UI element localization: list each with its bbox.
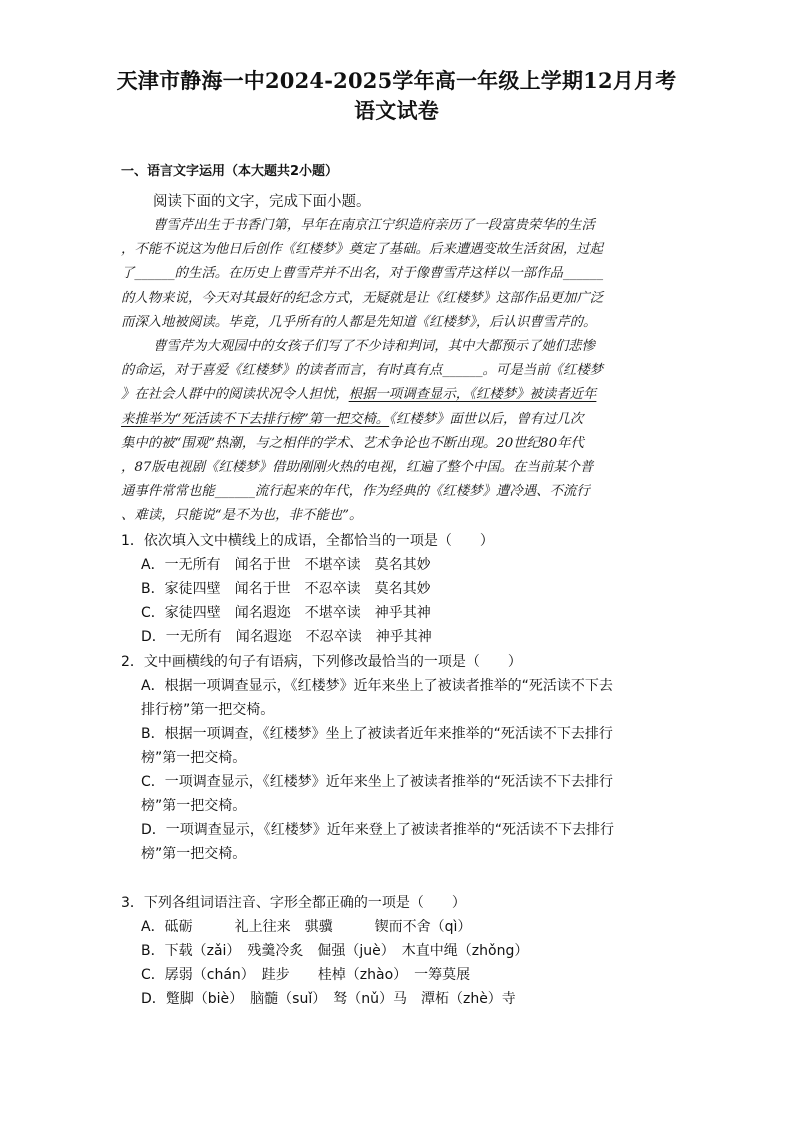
- passage-line: ，87版电视剧《红楼梦》借助刚刚火热的电视，红遍了整个中国。在当前某个普: [121, 460, 594, 476]
- passage-line: 曹雪芹出生于书香门第，早年在南京江宁织造府亲历了一段富贵荣华的生活: [153, 218, 595, 233]
- passage-line: [121, 383, 674, 407]
- passage-line: [121, 408, 674, 432]
- option-b[interactable]: B．家徒四壁 闻名于世 不忍卒读 莫名其妙: [141, 581, 431, 597]
- passage-paragraph-1: [121, 214, 674, 335]
- option-b[interactable]: B．下载（zǎi） 残羹冷炙 倔强（juè） 木直中绳（zhǒng）: [141, 943, 529, 959]
- passage-line: 曹雪芹为大观园中的女孩子们写了不少诗和判词，其中大都预示了她们悲惨: [153, 339, 595, 354]
- passage-text: 《红楼梦》面世以后，曾有过几次: [389, 411, 584, 427]
- passage-paragraph-2: [121, 335, 674, 529]
- option-line: 榜”第一把交椅。: [141, 750, 247, 766]
- question-stem: 1．依次填入文中横线上的成语，全都恰当的一项是（ ）: [121, 533, 494, 549]
- option-c[interactable]: [121, 770, 681, 818]
- option-line: 榜”第一把交椅。: [141, 798, 247, 814]
- underlined-sentence: 来推举为“死活读不下去排行榜”第一把交椅。: [121, 411, 390, 427]
- option-a[interactable]: A．砥砺 礼上往来 骐骥 锲而不舍（qì）: [141, 919, 472, 935]
- question-stem: 3．下列各组词语注音、字形全都正确的一项是（ ）: [121, 895, 466, 911]
- passage-line: 通事件常常也能______流行起来的年代，作为经典的《红楼梦》遭冷遇、不流行: [121, 484, 590, 500]
- option-line: A．根据一项调查显示，《红楼梦》近年来坐上了被读者推举的“死活读不下去: [141, 678, 613, 694]
- option-d[interactable]: D．一无所有 闻名遐迩 不忍卒读 神乎其神: [141, 629, 432, 645]
- option-line: 榜”第一把交椅。: [141, 846, 247, 862]
- option-a[interactable]: A．一无所有 闻名于世 不堪卒读 莫名其妙: [141, 557, 431, 573]
- passage-line: 而深入地被阅读。毕竟，几乎所有的人都是先知道《红楼梦》，后认识曹雪芹的。: [121, 314, 597, 330]
- option-b[interactable]: [121, 722, 681, 770]
- passage-text: 》在社会人群中的阅读状况令人担忧，: [121, 387, 349, 403]
- passage-line: 了______的生活。在历史上曹雪芹并不出名，对于像曹雪芹这样以一部作品______: [121, 266, 604, 282]
- option-a[interactable]: [121, 674, 681, 722]
- option-c[interactable]: C．家徒四壁 闻名遐迩 不堪卒读 神乎其神: [141, 605, 431, 621]
- question-2: [121, 650, 681, 866]
- question-1: [121, 529, 681, 649]
- option-c[interactable]: C．孱弱（chán） 跬步 桂棹（zhào） 一筹莫展: [141, 967, 471, 983]
- underlined-sentence: 根据一项调查显示，《红楼梦》被读者近年: [348, 387, 597, 403]
- option-line: D．一项调查显示，《红楼梦》近年来登上了被读者推举的“死活读不下去排行: [141, 822, 615, 838]
- option-d[interactable]: [121, 818, 681, 866]
- passage-line: 集中的被“围观”热潮，与之相伴的学术、艺术争论也不断出现。20世纪80年代: [121, 435, 584, 451]
- passage-line: 的人物来说，今天对其最好的纪念方式，无疑就是让《红楼梦》这部作品更加广泛: [121, 290, 604, 306]
- option-line: 排行榜”第一把交椅。: [141, 702, 275, 718]
- passage-line: 、难读，只能说“是不为也，非不能也”。: [121, 508, 363, 524]
- reading-instruction: 阅读下面的文字，完成下面小题。: [153, 194, 371, 210]
- question-3: [121, 891, 681, 1011]
- option-d[interactable]: D．蹩脚（biè） 脑髓（suǐ） 驽（nǔ）马 潭柘（zhè）寺: [141, 991, 516, 1007]
- passage-line: 的命运，对于喜爱《红楼梦》的读者而言，有时真有点______。可是当前《红楼梦: [121, 363, 604, 379]
- exam-title: 天津市静海一中2024-2025学年高一年级上学期12月月考: [116, 68, 677, 93]
- passage-line: ，不能不说这为他日后创作《红楼梦》奠定了基础。后来遭遇变故生活贫困，过起: [121, 242, 604, 258]
- option-line: C．一项调查显示，《红楼梦》近年来坐上了被读者推举的“死活读不下去排行: [141, 774, 614, 790]
- section-heading: 一、语言文字运用（本大题共2小题）: [121, 164, 339, 179]
- option-line: B．根据一项调查，《红楼梦》坐上了被读者近年来推举的“死活读不下去排行: [141, 726, 613, 742]
- exam-subject-title: 语文试卷: [354, 98, 439, 123]
- question-stem: 2．文中画横线的句子有语病，下列修改最恰当的一项是（ ）: [121, 654, 522, 670]
